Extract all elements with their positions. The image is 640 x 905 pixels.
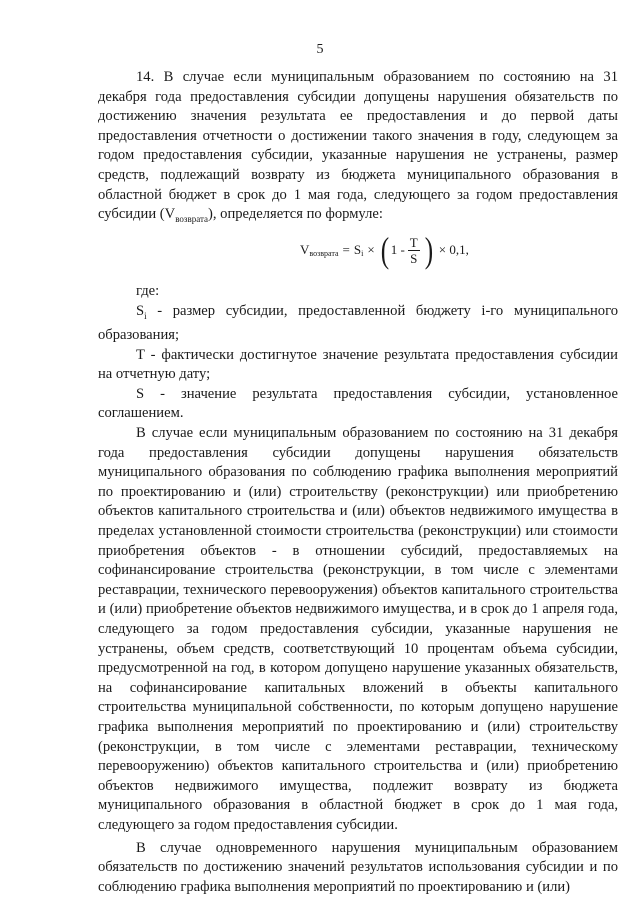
definition-si: $S_i$ - размер субсидии, предоставленной бюджету i-го муниципального образования; [98,302,618,344]
paragraph-14 [98,68,618,230]
page-number: 5 [316,42,324,57]
formula-left-paren: ( [380,230,389,270]
formula-lhs-subscript: возврата [309,249,339,259]
definition-s: S - значение результата предоставления субсидии, установленное соглашением. [98,385,618,422]
paragraph-14-subscript: возврата [175,214,208,225]
formula-one-minus: 1 - [390,242,405,258]
formula-denominator: S [410,250,418,266]
paragraph-14-text: 14. В случае если муниципальным образованием по состоянию на 31 декабря года предоставления субсидии допущены нарушения обязательств по достижению значения результата ее предоставления и до первой даты предоставления отчетности о достижении такого значения в году, следующем за годом предоставления субсидии, указанные нарушения не устранены, размер средств, подлежащий возврату из бюджета муниципального образования в областной бюджет в срок до 1 мая года, следующего за годом предоставления субсидии (V [98,69,618,223]
formula-s: S [353,242,362,258]
formula [300,232,473,268]
formula-s-subscript: i [361,249,364,259]
formula-right-paren: ) [424,230,433,270]
paragraph-14-end: ), определяется по формуле: [208,206,383,223]
formula-fraction [408,235,420,266]
formula-equals: = [342,242,350,258]
formula-numerator: T [409,234,418,250]
paragraph-last: В случае одновременного нарушения муниципальным образованием обязательств по достижению значений результатов использования субсидии и по соблюдению графика выполнения мероприятий по проектированию и (или) [98,839,618,895]
where-label: где: [136,283,160,299]
formula-times: × [367,242,375,258]
definitions [98,282,618,897]
formula-tail: × 0,1, [438,242,469,258]
definition-t: T - фактически достигнутое значение результата предоставления субсидии на отчетную дату; [98,346,618,383]
paragraph-case: В случае если муниципальным образованием по состоянию на 31 декабря года предоставления субсидии допущены нарушения обязательств муниципального образования по соблюдению графика выполнения мероприятий по проектированию и (или) строительству (реконструкции) или приобретению объектов капитального строительства и (или) объектов недвижимого имущества в пределах установленной стоимости строительства (реконструкции) или стоимости приобретения объектов - в отношении субсидий, предоставляемых на софинансирование строительства (реконструкции, в том числе с элементами реставрации, технического перевооружения) объектов капитального строительства и (или) приобретение объектов недвижимого имущества, и в срок до 1 апреля года, следующего за годом предоставления субсидии, указанные нарушения не устранены, объем средств, соответствующий 10 процентам объема субсидии, предусмотренной на год, в котором допущено нарушение указанных обязательств, на софинансирование капитальных вложений в объекты капитального строительства муниципальной собственности, по которым допущено нарушение графика выполнения мероприятий по проектированию и (или) строительству (реконструкции, в том числе с элементами реставрации, техническому перевооружению) объектов капитального строительства и (или) приобретению объектов недвижимого имущества, подлежит возврату из бюджета муниципального образования в областной бюджет в срок до 1 мая года, следующего за годом предоставления субсидии. [98,425,618,833]
formula-lhs: V [300,242,310,258]
